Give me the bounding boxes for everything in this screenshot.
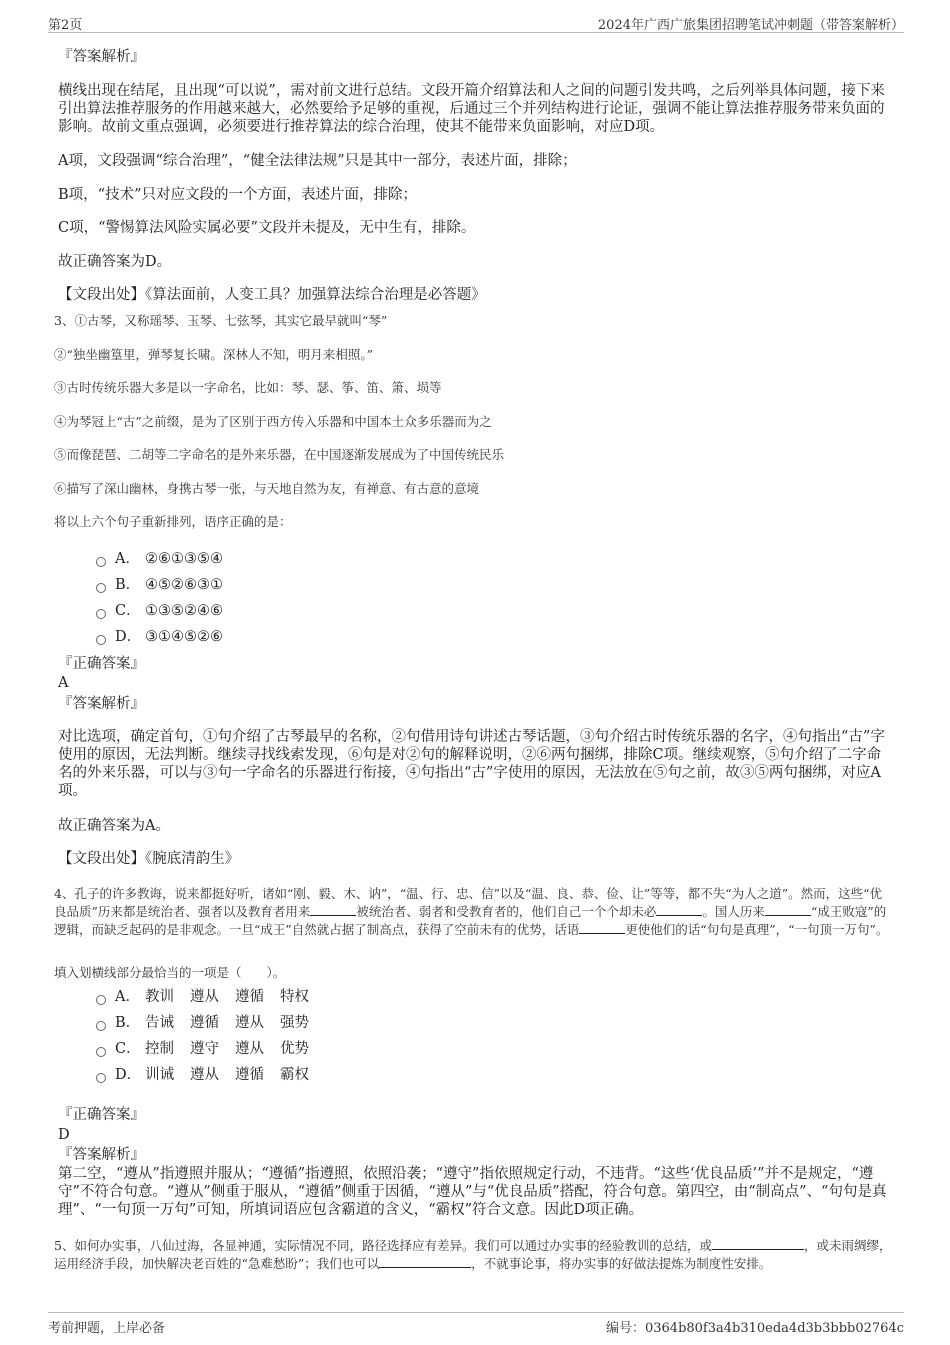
q3-source: 【文段出处】《腕底清韵生》 (58, 851, 240, 867)
blank-2 (656, 903, 702, 916)
q3-sentence-2: ②“独坐幽篁里，弹琴复长啸。深林人不知，明月来相照。” (54, 347, 374, 362)
footer-slogan: 考前押题，上岸必备 (48, 1321, 166, 1336)
q4-option-b[interactable]: B． 告诫 遵循 遵从 强势 (96, 1014, 325, 1032)
q3-answer: A (58, 675, 69, 691)
q3-option-c[interactable]: C． ①③⑤②④⑥ (96, 602, 223, 620)
q3-option-b[interactable]: B． ④⑤②⑥③① (96, 576, 223, 594)
analysis-option-c: C项，“警惕算法风险实属必要”文段并未提及，无中生有，排除。 (58, 220, 476, 236)
q3-sentence-5: ⑤而像琵琶、二胡等二字命名的是外来乐器，在中国逐渐发展成为了中国传统民乐 (54, 447, 505, 462)
radio-icon[interactable] (96, 635, 106, 645)
q3-option-d[interactable]: D． ③①④⑤②⑥ (96, 628, 223, 646)
q3-prompt: 将以上六个句子重新排列，语序正确的是： (54, 514, 292, 529)
analysis-option-b: B项，“技术”只对应文段的一个方面，表述片面，排除； (58, 187, 417, 203)
document-id: 编号：0364b80f3a4b310eda4d3b3bbb02764c (605, 1321, 904, 1336)
radio-icon[interactable] (96, 557, 106, 567)
q3-conclusion: 故正确答案为A。 (58, 818, 170, 834)
radio-icon[interactable] (96, 1021, 106, 1031)
q4-answer: D (58, 1127, 70, 1143)
q5-stem: 5、如何办实事，八仙过海，各显神通，实际情况不同，路径选择应有差异。我们可以通过办实事的经验教训的总结，或 ，或未雨绸缪，运用经济手段，加快解决老百姓的“急难愁盼”；我们也可以 ，不就事论事，将办实事的好做法提炼为制度性安排。 (54, 1238, 892, 1271)
q3-answer-label: 『正确答案』 (58, 656, 145, 672)
blank-3 (765, 903, 811, 916)
radio-icon[interactable] (96, 1073, 106, 1083)
analysis-option-a: A项，文段强调“综合治理”，“健全法律法规”只是其中一部分，表述片面，排除； (58, 153, 577, 169)
q4-stem: 4、孔子的许多教诲，说来都挺好听，诸如“刚、毅、木、讷”，“温、行、忠、信”以及“温、良、恭、俭、让”等等，都不失“为人之道”。然而，这些“优良品质”历来都是统治者、强者以及教育者用来 被统治者、弱者和受教育者的，他们自己一个个却未必 。国人历来 “成王败寇”的逻辑，而缺乏起码的是非观念。一旦“成王”自然就占据了制高点，获得了空前未有的优势，话语 更使他们的话“句句是真理”，“一句顶一万句”。 (54, 886, 889, 937)
q3-sentence-1: 3、①古琴，又称瑶琴、玉琴、七弦琴，其实它最早就叫“琴” (54, 313, 388, 328)
q4-option-a[interactable]: A． 教训 遵从 遵循 特权 (96, 988, 325, 1006)
conclusion: 故正确答案为D。 (58, 254, 172, 270)
analysis-text: 横线出现在结尾，且出现“可以说”，需对前文进行总结。文段开篇介绍算法和人之间的问题引发共鸣，之后列举具体问题，接下来引出算法推荐服务的作用越来越大，必然要给予足够的重视，后通过三个并列结构进行论证，强调不能让算法推荐服务带来负面的影响。故前文重点强调，必须要进行推荐算法的综合治理，使其不能带来负面影响，对应D项。 (58, 83, 885, 135)
q3-sentence-6: ⑥描写了深山幽林，身携古琴一张，与天地自然为友，有禅意、有古意的意境 (54, 481, 480, 496)
q4-analysis-label: 『答案解析』 (58, 1147, 145, 1163)
blank-2 (379, 1255, 471, 1268)
blank-1 (310, 903, 356, 916)
page-header (48, 12, 904, 33)
radio-icon[interactable] (96, 1047, 106, 1057)
radio-icon[interactable] (96, 995, 106, 1005)
page-footer (48, 1312, 904, 1335)
q3-analysis-label: 『答案解析』 (58, 696, 145, 712)
radio-icon[interactable] (96, 583, 106, 593)
q4-option-c[interactable]: C． 控制 遵守 遵从 优势 (96, 1040, 325, 1058)
radio-icon[interactable] (96, 609, 106, 619)
q4-prompt: 填入划横线部分最恰当的一项是（ ）。 (54, 965, 286, 980)
q4-option-d[interactable]: D． 训诫 遵从 遵循 霸权 (96, 1066, 325, 1084)
page-number: 第2页 (48, 18, 83, 33)
q3-sentence-3: ③古时传统乐器大多是以一字命名，比如：琴、瑟、筝、笛、箫、埙等 (54, 380, 442, 395)
analysis-label: 『答案解析』 (58, 49, 145, 65)
q4-answer-label: 『正确答案』 (58, 1107, 145, 1123)
document-title: 2024年广西广旅集团招聘笔试冲刺题（带答案解析） (597, 18, 904, 33)
blank-4 (579, 921, 625, 934)
q3-analysis-text: 对比选项，确定首句，①句介绍了古琴最早的名称，②句借用诗句讲述古琴话题，③句介绍古时传统乐器的名字，④句指出“古”字使用的原因，无法判断。继续寻找线索发现，⑥句是对②句的解释说明，②⑥两句捆绑，排除C项。继续观察，⑤句介绍了二字命名的外来乐器，可以与③句一字命名的乐器进行衔接，④句指出“古”字使用的原因，无法放在⑤句之前，故③⑤两句捆绑，对应A项。 (58, 729, 885, 799)
blank-1 (712, 1237, 804, 1250)
source: 【文段出处】《算法面前，人变工具？加强算法综合治理是必答题》 (58, 287, 486, 303)
q3-sentence-4: ④为琴冠上“古”之前缀，是为了区别于西方传入乐器和中国本土众多乐器而为之 (54, 414, 492, 429)
q3-option-a[interactable]: A． ②⑥①③⑤④ (96, 550, 223, 568)
q4-analysis-text: 第二空，“遵从”指遵照并服从；“遵循”指遵照，依照沿袭；“遵守”指依照规定行动，不违背。“这些‘优良品质’”并不是规定，“遵守”不符合句意。“遵从”侧重于服从，“遵循”侧重于因循，“遵从”与“优良品质”搭配，符合句意。第四空，由“制高点”、“句句是真理”、“一句顶一万句”可知，所填词语应包含霸道的含义，“霸权”符合文意。因此D项正确。 (58, 1166, 887, 1218)
